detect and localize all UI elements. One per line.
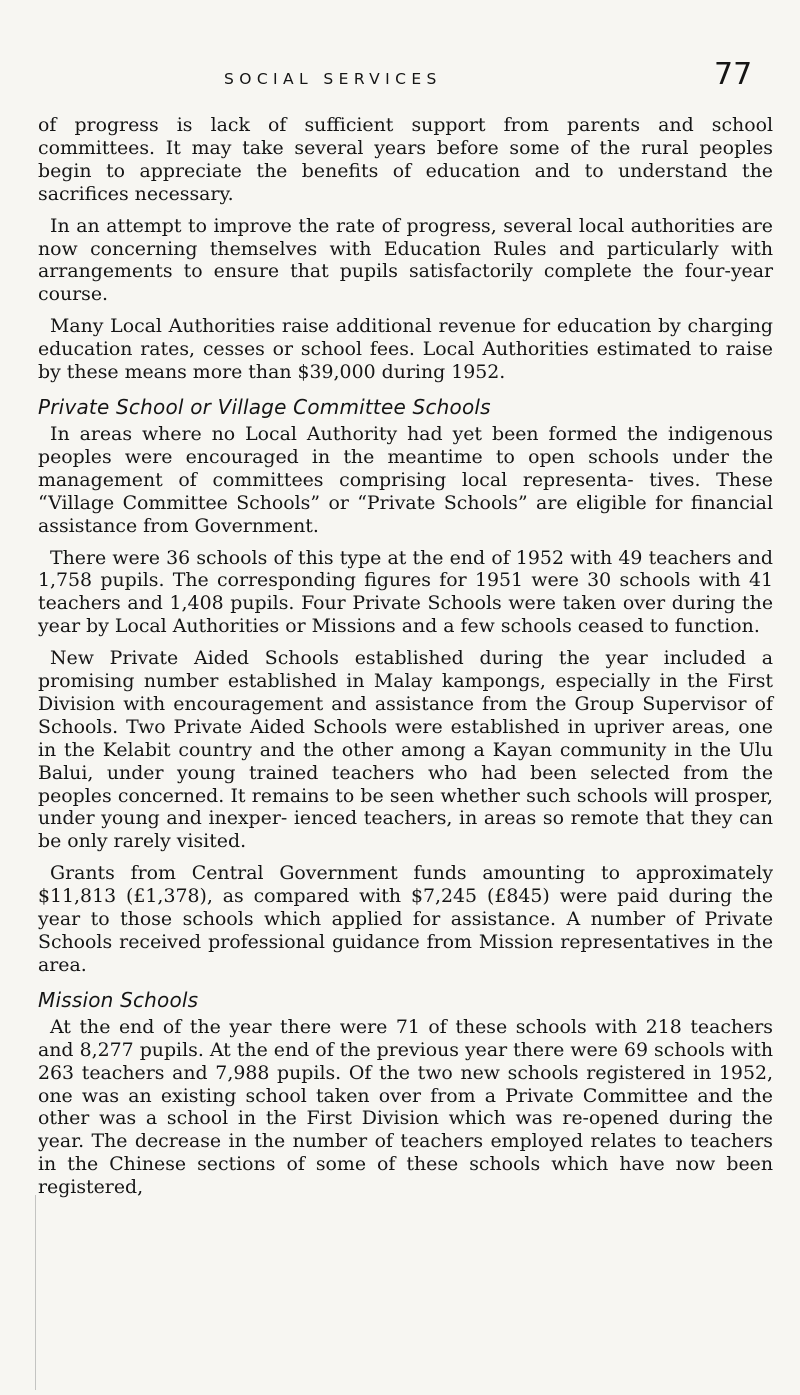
paragraph-village-committee-schools: In areas where no Local Authority had yet been formed the indigenous peoples were encouraged in the meantime to open schools under the management of committees comprising local representa- tives. These “Village Committee Schools” or “Private Schools” are eligible for financial assistance from Government. <box>38 422 773 537</box>
paragraph-private-school-figures: There were 36 schools of this type at the end of 1952 with 49 teachers and 1,758 pupils. The corresponding figures for 1951 were 30 schools with 41 teachers and 1,408 pupils. Four Private Schools were taken over during the year by Local Authorities or Missions and a few schools ceased to function. <box>38 546 773 638</box>
paragraph-new-private-aided-schools: New Private Aided Schools established during the year included a promising number established in Malay kampongs, especially in the First Division with encouragement and assistance from the Group Supervisor of Schools. Two Private Aided Schools were established in upriver areas, one in the Kelabit country and the other among a Kayan community in the Ulu Balui, under young trained teachers who had been selected from the peoples concerned. It remains to be seen whether such schools will prosper, under young and inexper- ienced teachers, in areas so remote that they can be only rarely visited. <box>38 647 773 853</box>
running-header-title: SOCIAL SERVICES <box>224 70 442 88</box>
section-heading-mission-schools: Mission Schools <box>38 987 199 1012</box>
paragraph-government-grants: Grants from Central Government funds amounting to approximately $11,813 (£1,378), as compared with $7,245 (£845) were paid during the year to those schools which applied for assistance. A number of Private Schools received professional guidance from Mission representatives in the area. <box>38 862 773 976</box>
page-body <box>38 114 773 1208</box>
section-heading-private-schools: Private School or Village Committee Schools <box>38 394 491 419</box>
left-margin-scan-line <box>35 1195 36 1390</box>
page-number: 77 <box>714 57 753 92</box>
paragraph-local-authorities-revenue: Many Local Authorities raise additional revenue for education by charging education rates, cesses or school fees. Local Authorities estimated to raise by these means more than $39,000 during 1952. <box>38 315 773 384</box>
paragraph-mission-school-figures: At the end of the year there were 71 of these schools with 218 teachers and 8,277 pupils. At the end of the previous year there were 69 schools with 263 teachers and 7,988 pupils. Of the two new schools registered in 1952, one was an existing school taken over from a Private Committee and the other was a school in the First Division which was re-opened during the year. The decrease in the number of teachers employed relates to teachers in the Chinese sections of some of these schools which have now been registered, <box>38 1015 773 1199</box>
paragraph-continuation: of progress is lack of sufficient support from parents and school committees. It may take several years before some of the rural peoples begin to appreciate the benefits of education and to understand the sacrifices necessary. <box>38 114 773 205</box>
paragraph-rate-of-progress: In an attempt to improve the rate of progress, several local authorities are now concerning themselves with Education Rules and particularly with arrangements to ensure that pupils satisfactorily complete the four-year course. <box>38 214 773 306</box>
